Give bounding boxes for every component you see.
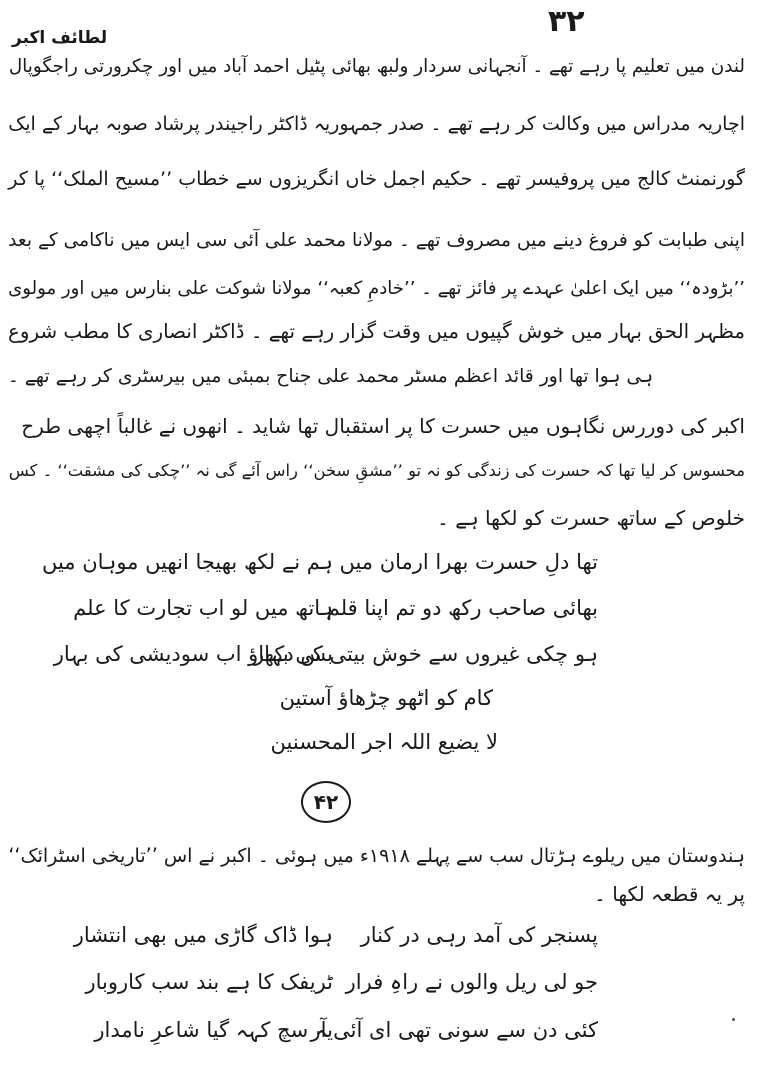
prose-line: ہندوستان میں ریلوے ہڑتال سب سے پہلے ۱۹۱۸ء میں ہوئی ۔ اکبر نے اس ’’تاریخی اسٹرائک‘‘ [8,844,745,867]
running-header: لطائف اکبر [12,28,108,48]
verse-second-hemistich: ہم نے لکھ بھیجا انھیں موہان میں [41,550,333,574]
verse-second-hemistich: بس دکھاؤ اب سودیشی کی بہار [53,642,333,666]
section-number-badge [301,781,351,823]
verse-first-hemistich: تھا دلِ حسرت بھرا ارمان میں [339,550,598,574]
verse-second-hemistich: ہاتھ میں لو اب تجارت کا علم [73,596,333,620]
verse-second-hemistich: یہ سچ کہہ گیا شاعرِ نامدار [94,1018,333,1042]
verse-first-hemistich: بھائی صاحب رکھ دو تم اپنا قلم [326,596,598,620]
verse-first-hemistich: پسنجر کی آمد رہی در کنار [360,923,598,947]
prose-line: اچاریہ مدراس میں وکالت کر رہے تھے ۔ صدر جمہوریہ ڈاکٹر راجیندر پرشاد صوبہ بہار کے ایک [8,113,745,135]
prose-line: ’’بڑودہ‘‘ میں ایک اعلیٰ عہدے پر فائز تھے ۔ ’’خادمِ کعبہ‘‘ مولانا شوکت علی بنارس میں اور مولوی [8,278,745,299]
section-number: ۴۲ [313,790,339,814]
verse-closing-line: لا یضیع اللہ اجر المحسنین [270,730,498,754]
verse-closing-line: کام کو اٹھو چڑھاؤ آستین [279,686,493,710]
verse-second-hemistich: ٹریفک کا ہے بند سب کاروبار [85,970,333,994]
verse-second-hemistich: ہوا ڈاک گاڑی میں بھی انتشار [73,923,333,947]
prose-line: محسوس کر لیا تھا کہ حسرت کی زندگی کو نہ تو ’’مشقِ سخن‘‘ راس آئے گی نہ ’’چکی کی مشقت‘‘ ۔ کس [8,461,745,480]
prose-line: گورنمنٹ کالج میں پروفیسر تھے ۔ حکیم اجمل خاں انگریزوں سے خطاب ’’مسیح الملک‘‘ پا کر [8,168,745,190]
prose-line: مظہر الحق بہار میں خوش گپیوں میں وقت گزار رہے تھے ۔ ڈاکٹر انصاری کا مطب شروع [8,320,745,343]
prose-line: اکبر کی دوررس نگاہوں میں حسرت کا پر استقبال تھا شاید ۔ انھوں نے غالباً اچھی طرح [21,414,745,438]
verse-first-hemistich: جو لی ریل والوں نے راہِ فرار [345,970,598,994]
prose-line: لندن میں تعلیم پا رہے تھے ۔ آنجہانی سردار ولبھ بھائی پٹیل احمد آباد میں اور چکرورتی راجگوپال [8,56,745,77]
prose-line: ہی ہوا تھا اور قائد اعظم مسٹر محمد علی جناح بمبئی میں بیرسٹری کر رہے تھے ۔ [7,366,653,387]
prose-line: خلوص کے ساتھ حسرت کو لکھا ہے ۔ [437,506,745,530]
verse-first-hemistich: کئی دن سے سونی تھی ای آئی آر [310,1018,598,1042]
prose-line: اپنی طبابت کو فروغ دینے میں مصروف تھے ۔ مولانا محمد علی آئی سی ایس میں ناکامی کے بعد [8,230,745,251]
verse-first-hemistich: ہو چکی غیروں سے خوش بیتی کی بہار [253,642,598,666]
scan-speck [732,1018,735,1021]
prose-line: پر یہ قطعہ لکھا ۔ [594,882,745,906]
page-number: ۳۲ [548,4,585,39]
